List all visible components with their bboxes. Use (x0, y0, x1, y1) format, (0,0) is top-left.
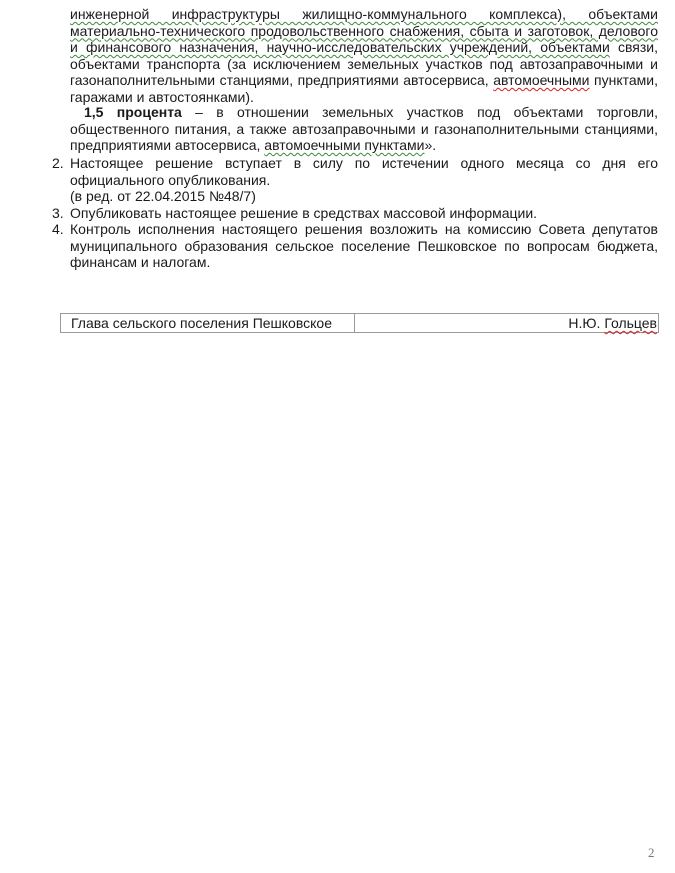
page-number: 2 (648, 845, 655, 860)
list-number: 2. (52, 155, 64, 171)
list-text: Опубликовать настоящее решение в средствах массовой информации. (70, 204, 538, 221)
signature-surname: Гольцев (604, 315, 657, 331)
paragraph1-part4: пунктами, гаражами и автостоянками). (70, 72, 658, 105)
rate-end: ». (424, 137, 437, 153)
rate-underlined: автомоечными пунктами (264, 137, 425, 153)
paragraph-infrastructure (70, 6, 658, 105)
list-text: Настоящее решение вступает в силу по истечении одного месяца со дня его официального опубликования. (70, 155, 658, 188)
numbered-list (52, 155, 658, 271)
paragraph-rate (70, 104, 658, 154)
list-item (52, 221, 658, 271)
list-item (52, 205, 658, 222)
signature-position: Глава сельского поселения Пешковское (61, 314, 355, 332)
list-note: (в ред. от 22.04.2015 №48/7) (70, 188, 256, 204)
paragraph1-part3: автомоечными (493, 72, 590, 88)
signature-table (60, 313, 659, 333)
list-text: Контроль исполнения настоящего решения возложить на комиссию Совета депутатов муниципального образования сельское поселение Пешковское по вопросам бюджета, финансам и налогам. (70, 221, 658, 270)
signature-initials: Н.Ю. (568, 315, 605, 331)
rate-text: – в отношении земельных участков под объектами торговли, общественного питания, а также автозаправочными и газонаполнительными станциями, предприятиями автосервиса, (70, 104, 658, 153)
list-item (52, 155, 658, 205)
list-number: 4. (52, 221, 64, 237)
rate-bold: 1,5 процента (84, 104, 182, 120)
list-number: 3. (52, 204, 64, 221)
paragraph1-part1: инженерной инфраструктуры жилищно-коммунального комплекса), объектами материально-технического продовольственного снабжения, сбыта и заготовок, делового и финансового назначения, научно-исследовательских учреждений, объектами (70, 6, 658, 55)
signature-name (355, 314, 658, 332)
paragraph1-part2: связи, объектами транспорта (за исключением земельных участков под автозаправочными и газонаполнительными станциями, предприятиями автосервиса, (70, 39, 658, 88)
